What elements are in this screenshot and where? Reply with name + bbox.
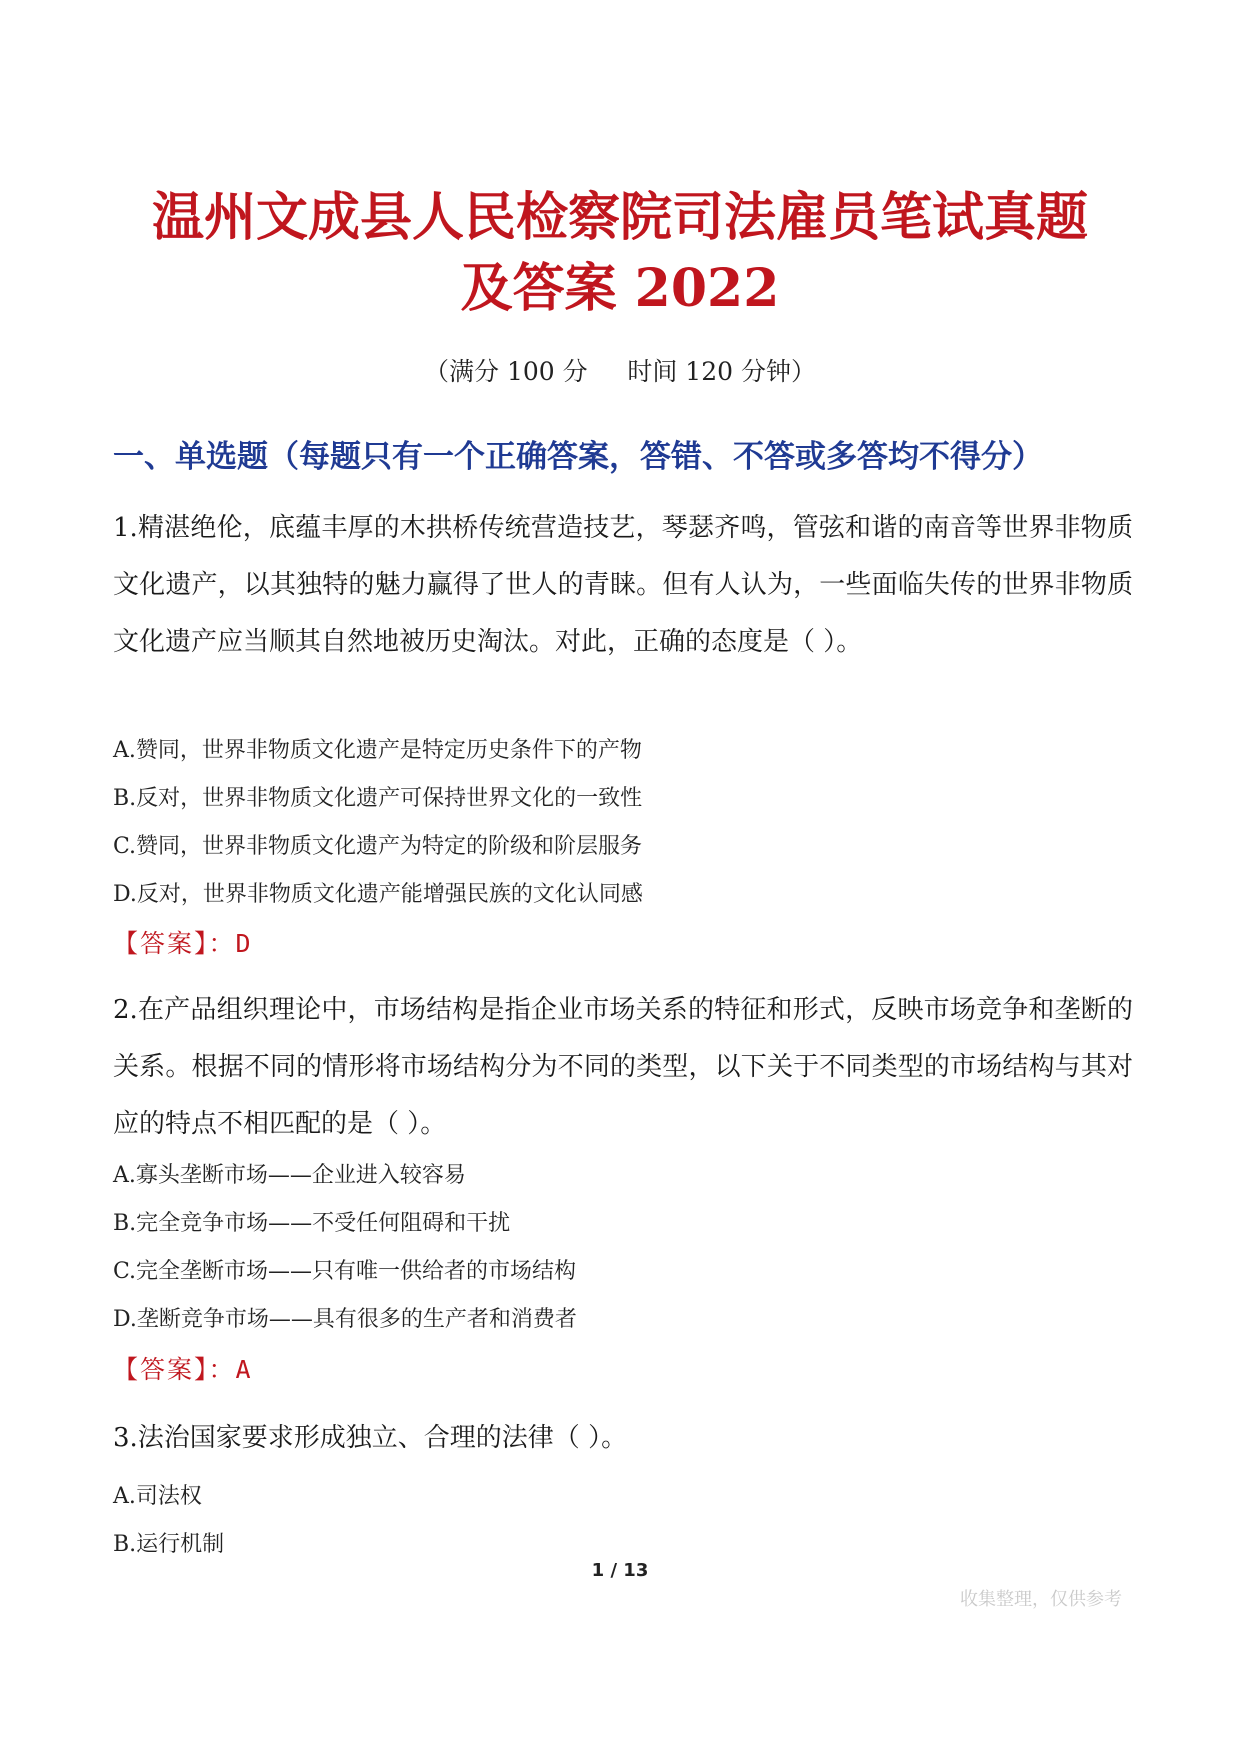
question-2-option-c: C.完全垄断市场——只有唯一供给者的市场结构 (113, 1259, 577, 1284)
document-title-line-2: 及答案 2022 (460, 258, 780, 319)
question-1-option-d: D.反对，世界非物质文化遗产能增强民族的文化认同感 (113, 882, 643, 907)
question-1-option-c: C.赞同，世界非物质文化遗产为特定的阶级和阶层服务 (113, 834, 643, 859)
page-number: 1 / 13 (591, 1560, 649, 1581)
watermark-text: 收集整理，仅供参考 (960, 1589, 1122, 1610)
answer-label: 【答案】： (113, 929, 236, 958)
document-title-line-1: 温州文成县人民检察院司法雇员笔试真题 (151, 187, 1088, 248)
question-1-option-b: B.反对，世界非物质文化遗产可保持世界文化的一致性 (113, 786, 643, 811)
question-1-option-a: A.赞同，世界非物质文化遗产是特定历史条件下的产物 (113, 738, 642, 763)
question-3-option-b: B.运行机制 (113, 1532, 225, 1557)
question-2-option-b: B.完全竞争市场——不受任何阻碍和干扰 (113, 1211, 511, 1236)
question-3-stem: 3.法治国家要求形成独立、合理的法律（ ）。 (113, 1423, 628, 1453)
question-1-stem: 1.精湛绝伦，底蕴丰厚的木拱桥传统营造技艺，琴瑟齐鸣，管弦和谐的南音等世界非物质文化遗产，以其独特的魅力赢得了世人的青睐。但有人认为，一些面临失传的世界非物质文化遗产应当顺其自然地被历史淘汰。对此，正确的态度是（ ）。 (113, 513, 1133, 657)
answer-value: A (235, 1355, 253, 1384)
exam-info: （满分 100 分 时间 120 分钟） (424, 357, 816, 386)
question-2-stem: 2.在产品组织理论中，市场结构是指企业市场关系的特征和形式，反映市场竞争和垄断的关系。根据不同的情形将市场结构分为不同的类型，以下关于不同类型的市场结构与其对应的特点不相匹配的是（ ）。 (113, 995, 1133, 1139)
question-2-answer (113, 1351, 253, 1389)
answer-value: D (235, 929, 253, 958)
answer-label: 【答案】： (113, 1355, 236, 1384)
question-2-option-d: D.垄断竞争市场——具有很多的生产者和消费者 (113, 1307, 577, 1332)
question-3-option-a: A.司法权 (113, 1484, 202, 1509)
section-heading: 一、单选题（每题只有一个正确答案，答错、不答或多答均不得分） (113, 439, 1043, 475)
question-2-option-a: A.寡头垄断市场——企业进入较容易 (113, 1163, 466, 1188)
question-1-answer (113, 925, 253, 963)
